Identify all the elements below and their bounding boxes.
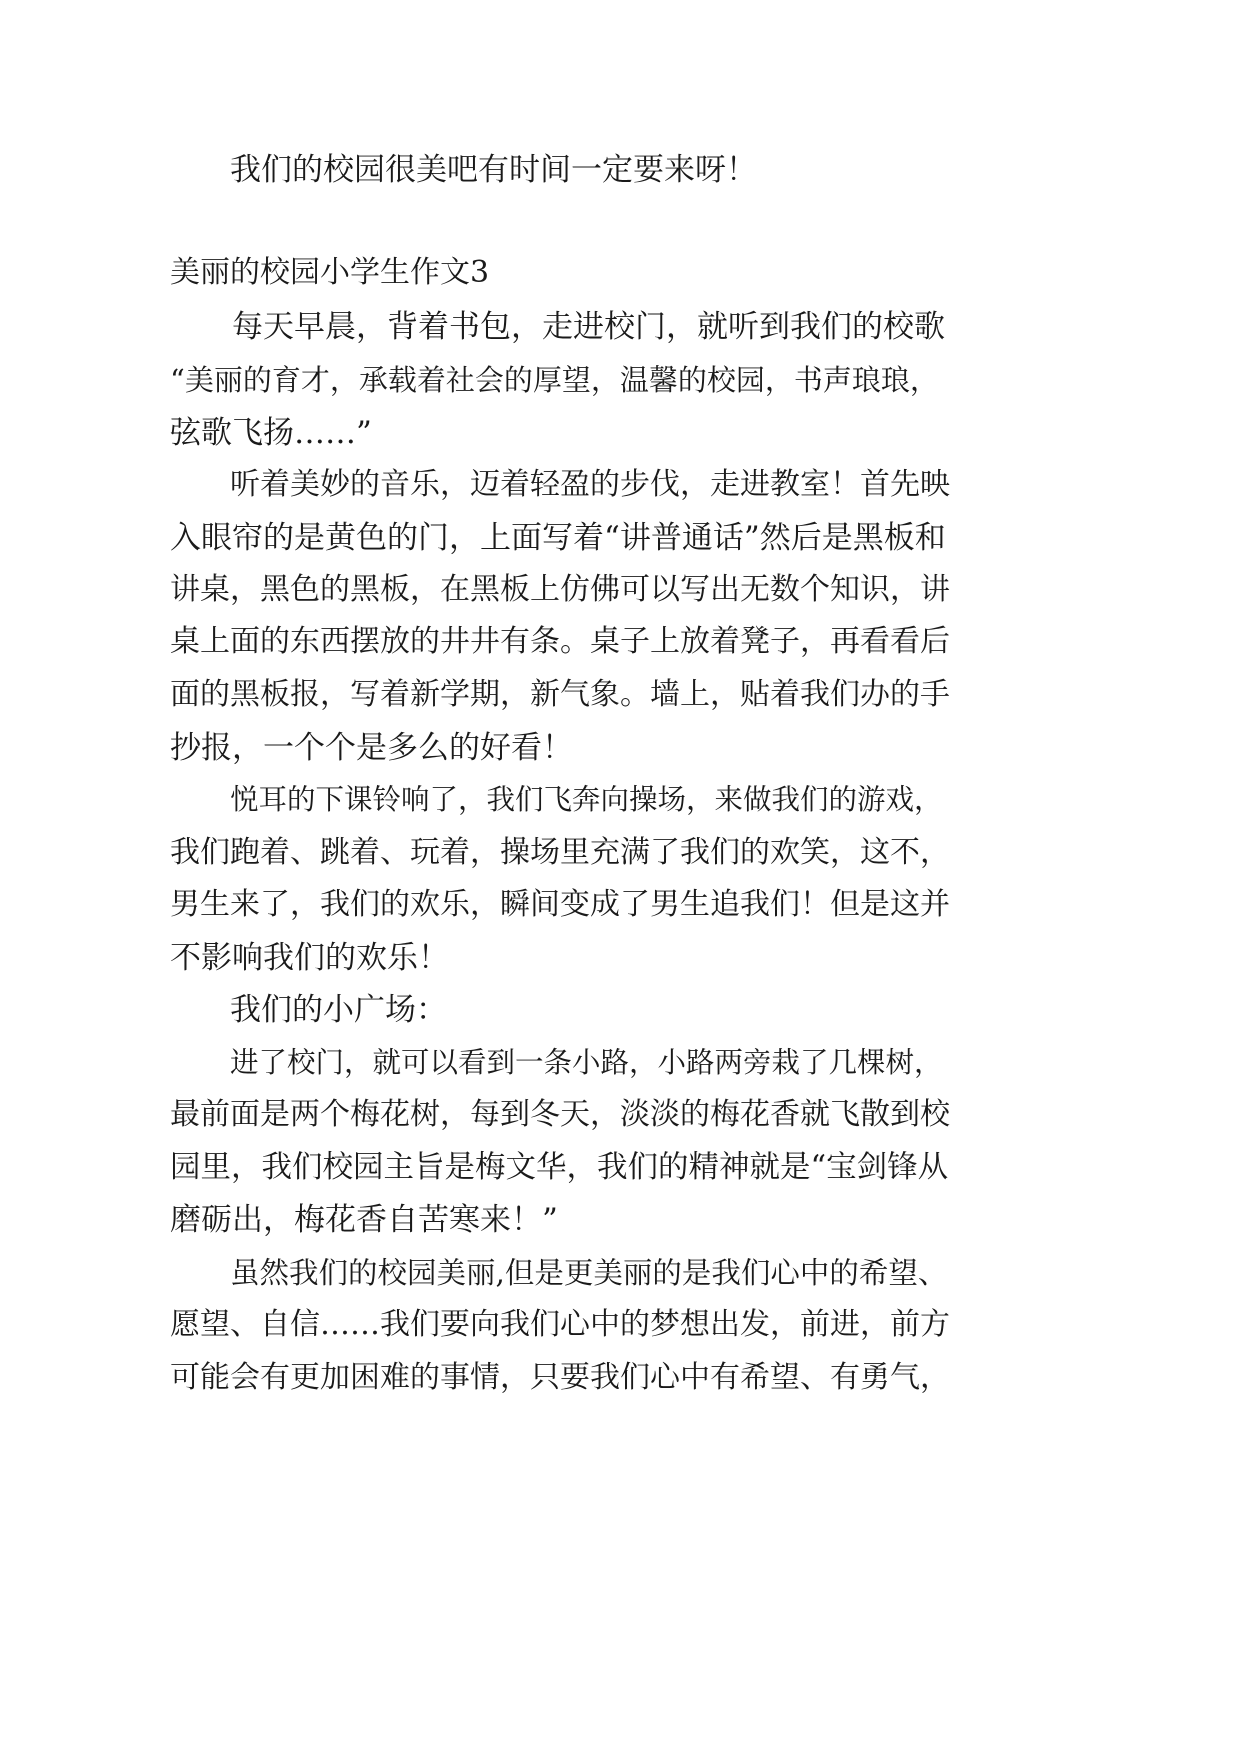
paragraph-line: 园里，我们校园主旨是梅文华，我们的精神就是“宝剑锋从 <box>170 1150 949 1185</box>
paragraph-line: 听着美妙的音乐，迈着轻盈的步伐，走进教室！首先映 <box>230 467 950 502</box>
closing-line: 我们的校园很美吧有时间一定要来呀！ <box>230 152 757 188</box>
paragraph-line: 磨砺出，梅花香自苦寒来！” <box>170 1202 558 1238</box>
paragraph-line: 弦歌飞扬……” <box>170 415 372 451</box>
paragraph-line: 虽然我们的校园美丽,但是更美丽的是我们心中的希望、 <box>230 1256 948 1290</box>
paragraph-line: 讲桌，黑色的黑板，在黑板上仿佛可以写出无数个知识，讲 <box>170 572 950 607</box>
paragraph-line: 每天早晨，背着书包，走进校门，就听到我们的校歌 <box>232 309 945 345</box>
paragraph-line: 抄报，一个个是多么的好看！ <box>170 730 573 766</box>
paragraph-line: “美丽的育才，承载着社会的厚望，温馨的校园，书声琅琅， <box>170 363 939 397</box>
paragraph-line: 进了校门，就可以看到一条小路，小路两旁栽了几棵树， <box>230 1046 943 1079</box>
paragraph-line: 男生来了，我们的欢乐，瞬间变成了男生追我们！但是这并 <box>170 887 950 922</box>
paragraph-line: 最前面是两个梅花树，每到冬天，淡淡的梅花香就飞散到校 <box>170 1097 950 1132</box>
paragraph-line: 愿望、自信……我们要向我们心中的梦想出发，前进，前方 <box>170 1307 950 1342</box>
paragraph-line: 我们的小广场： <box>230 992 447 1028</box>
paragraph-line: 我们跑着、跳着、玩着，操场里充满了我们的欢笑，这不， <box>170 835 950 870</box>
section-title: 美丽的校园小学生作文3 <box>170 255 490 290</box>
paragraph-line: 入眼帘的是黄色的门，上面写着“讲普通话”然后是黑板和 <box>170 520 946 556</box>
paragraph-line: 桌上面的东西摆放的井井有条。桌子上放着凳子，再看看后 <box>170 624 950 659</box>
paragraph-line: 可能会有更加困难的事情，只要我们心中有希望、有勇气， <box>170 1360 950 1395</box>
paragraph-line: 面的黑板报，写着新学期，新气象。墙上，贴着我们办的手 <box>170 677 950 712</box>
paragraph-line: 不影响我们的欢乐！ <box>170 940 449 976</box>
paragraph-line: 悦耳的下课铃响了，我们飞奔向操场，来做我们的游戏， <box>230 783 943 816</box>
